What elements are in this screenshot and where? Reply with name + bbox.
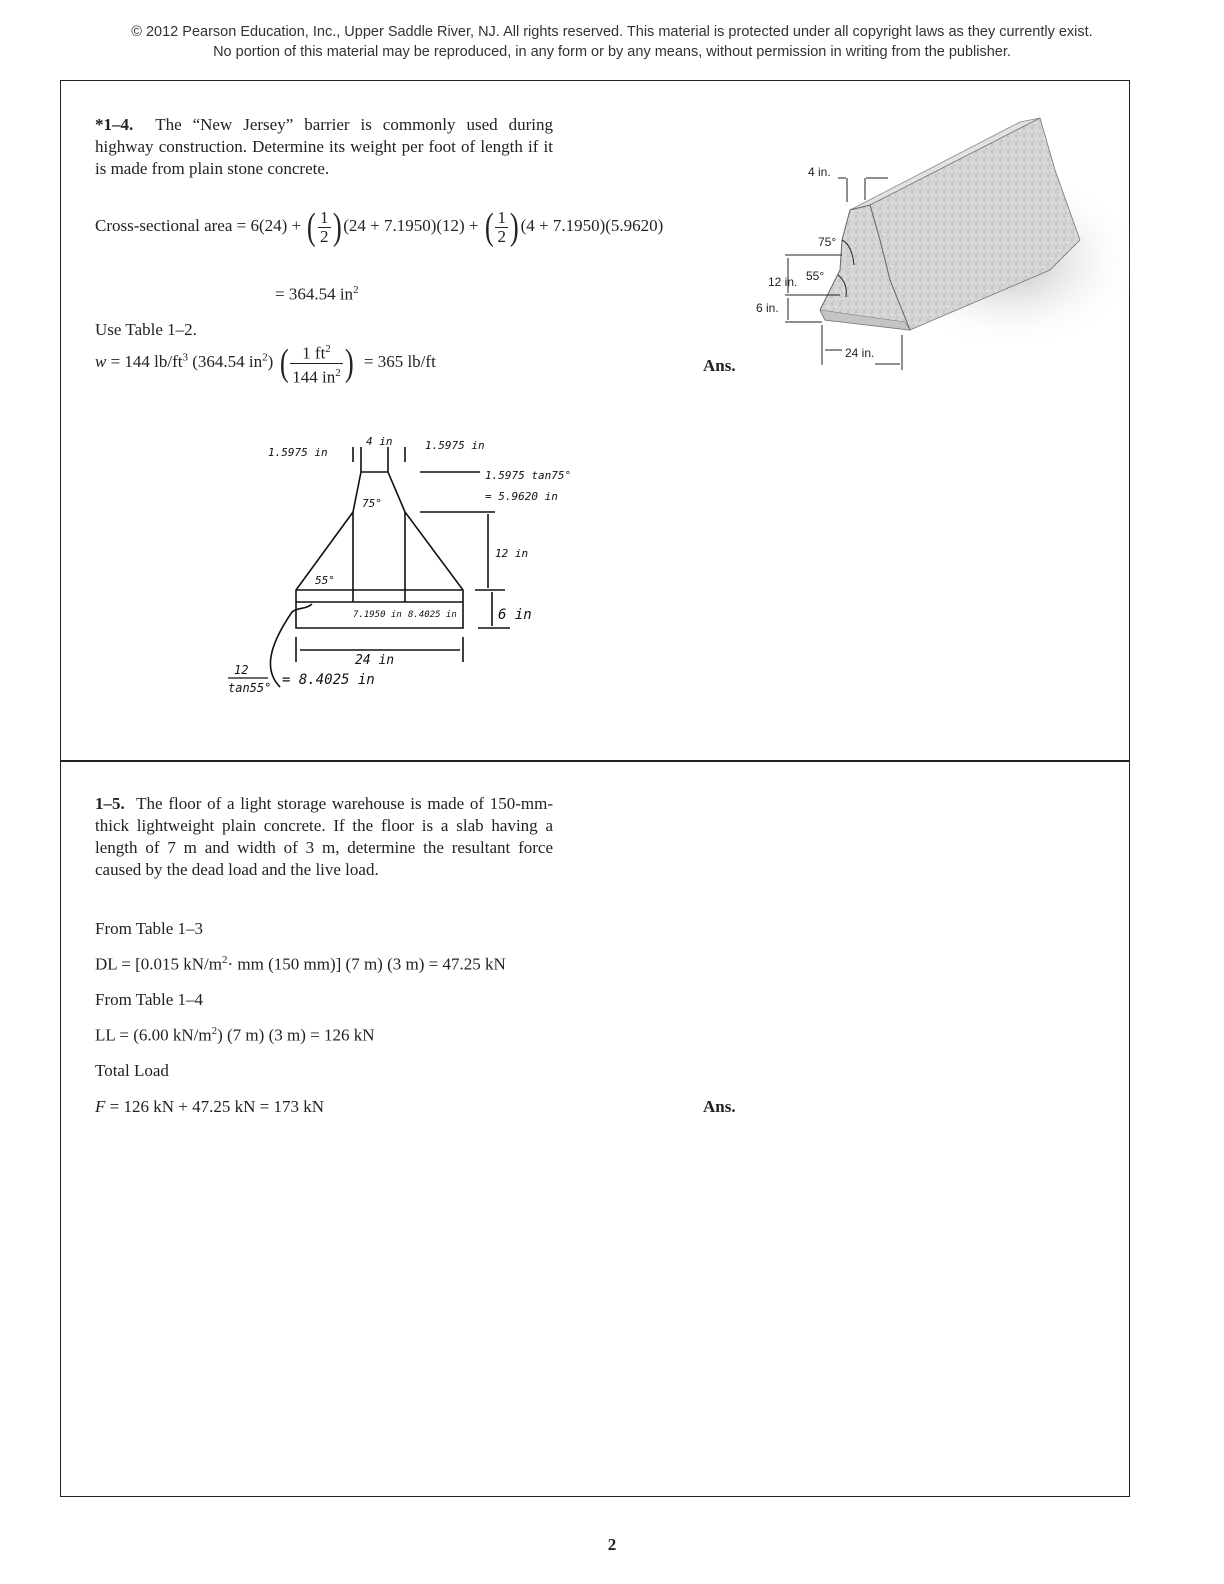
equals: = [236, 215, 247, 235]
sketch-outline [296, 472, 463, 628]
sup: 2 [353, 284, 359, 296]
f-variable: F [95, 1097, 106, 1116]
copyright-line-2: No portion of this material may be reproduced, in any form or by any means, without permission in writing from the publisher. [213, 44, 1011, 60]
fig-label-12: 12 in. [768, 275, 798, 289]
sketch-angle-55: 55° [315, 574, 335, 587]
half-fraction: $\frac{1}{2}$ [320, 207, 329, 246]
statement-text: The floor of a light storage warehouse is made of 150-mm-thick lightweight plain concrete. If the floor is a slab having a length of 7 m and width of 3 m, determine the resultant force caused by the dead load and the live load. [95, 794, 553, 879]
sketch-right-dim: 1.5975 in [425, 439, 485, 452]
conversion-fraction: $\frac{1 ft^2}{144 in^2}$ [290, 340, 342, 386]
fig-label-top: 4 in. [808, 165, 831, 179]
sketch-right-calc-1: 1.5975 tan75° [485, 469, 572, 482]
problem-number: *1–4. [95, 115, 134, 134]
sketch-top-dim: 4 in [366, 435, 393, 448]
sup: 3 [182, 351, 189, 364]
sketch-calc-den: tan55° [228, 681, 272, 695]
sketch-right-calc-2: = 5.9620 in [485, 490, 558, 503]
sup: 2 [222, 954, 228, 966]
copyright-notice [0, 22, 1224, 62]
area-term-2: (24 + 7.1950)(12) + [343, 215, 479, 235]
sketch-lines [270, 447, 510, 687]
dl-part-b: · mm (150 mm)] (7 m) (3 m) = 47.25 kN [227, 954, 506, 974]
problem-1-5-statement [95, 793, 553, 881]
f-rest: = 126 kN + 47.25 kN = 173 kN [105, 1097, 324, 1116]
statement-text: The “New Jersey” barrier is commonly used during highway construction. Determine its weight per foot of length if it is made from plain stone concrete. [95, 115, 554, 178]
dead-load-equation [95, 954, 506, 975]
area-label: Cross-sectional area [95, 215, 233, 235]
w-close: ) [267, 352, 274, 372]
use-table-note: Use Table 1–2. [95, 320, 197, 339]
copyright-line-1: © 2012 Pearson Education, Inc., Upper Saddle River, NJ. All rights reserved. This material is protected under all copyright laws as they currently exist. [131, 24, 1093, 40]
problem-number: 1–5. [95, 794, 125, 813]
fig-label-24: 24 in. [845, 346, 875, 360]
ll-part-a: LL = (6.00 kN/m [95, 1025, 212, 1045]
table-1-3-note: From Table 1–3 [95, 919, 204, 938]
area-result-text: = 364.54 in [275, 284, 354, 304]
weight-equation: w = 144 $lb/ft^3$ (364.54 $in^2$) ( $\frac{1 ft^2}{144 in^2}$ ) = 365 lb/ft [95, 340, 436, 386]
problem-1-4-statement [95, 114, 553, 180]
sketch-seg-2: 8.4025 in [408, 610, 457, 620]
sup: 2 [211, 1025, 218, 1037]
sketch-left-dim: 1.5975 in [268, 446, 328, 459]
area-result [275, 284, 359, 305]
ll-part-b: ) (7 m) (3 m) = 126 kN [217, 1025, 375, 1045]
w-variable: w [95, 352, 107, 372]
sketch-calc-num: 12 [234, 663, 249, 677]
sup: 2 [262, 351, 268, 364]
hand-sketch [220, 432, 580, 712]
answer-label: Ans. [703, 1097, 736, 1116]
sketch-seg-1: 7.1950 in [353, 610, 402, 620]
area-term-3: (4 + 7.1950)(5.9620) [520, 215, 664, 235]
sketch-6: 6 in [498, 607, 532, 623]
dl-part-a: DL = [0.015 kN/m [95, 954, 223, 974]
w-lhs: = 144 lb/ft [110, 352, 183, 372]
answer-label: Ans. [703, 356, 736, 375]
weight-result: = 365 lb/ft [363, 352, 436, 372]
page-number: 2 [607, 1535, 617, 1554]
area-term-1: 6(24) + [250, 215, 302, 235]
sketch-base: 24 in [355, 653, 395, 668]
total-load-label: Total Load [95, 1061, 169, 1080]
barrier-figure [750, 110, 1130, 380]
live-load-equation [95, 1025, 374, 1046]
table-1-4-note: From Table 1–4 [95, 990, 204, 1009]
fig-label-6: 6 in. [756, 301, 779, 315]
fig-label-75: 75° [818, 235, 837, 249]
fig-label-55: 55° [806, 269, 825, 283]
sketch-angle-75: 75° [362, 497, 382, 510]
half-fraction-2: $\frac{1}{2}$ [497, 207, 506, 246]
total-force-equation [95, 1097, 324, 1117]
w-mid: (364.54 in [188, 352, 263, 372]
area-equation: Cross-sectional area = 6(24) + ( $\frac{1}{2}$ ) (24 + 7.1950)(12) + ( $\frac{1}{2}$ ) (4 + 7.1950)(5.9620) [95, 206, 664, 248]
sketch-12: 12 in [495, 547, 529, 560]
sketch-calc-result: = 8.4025 in [282, 672, 375, 688]
